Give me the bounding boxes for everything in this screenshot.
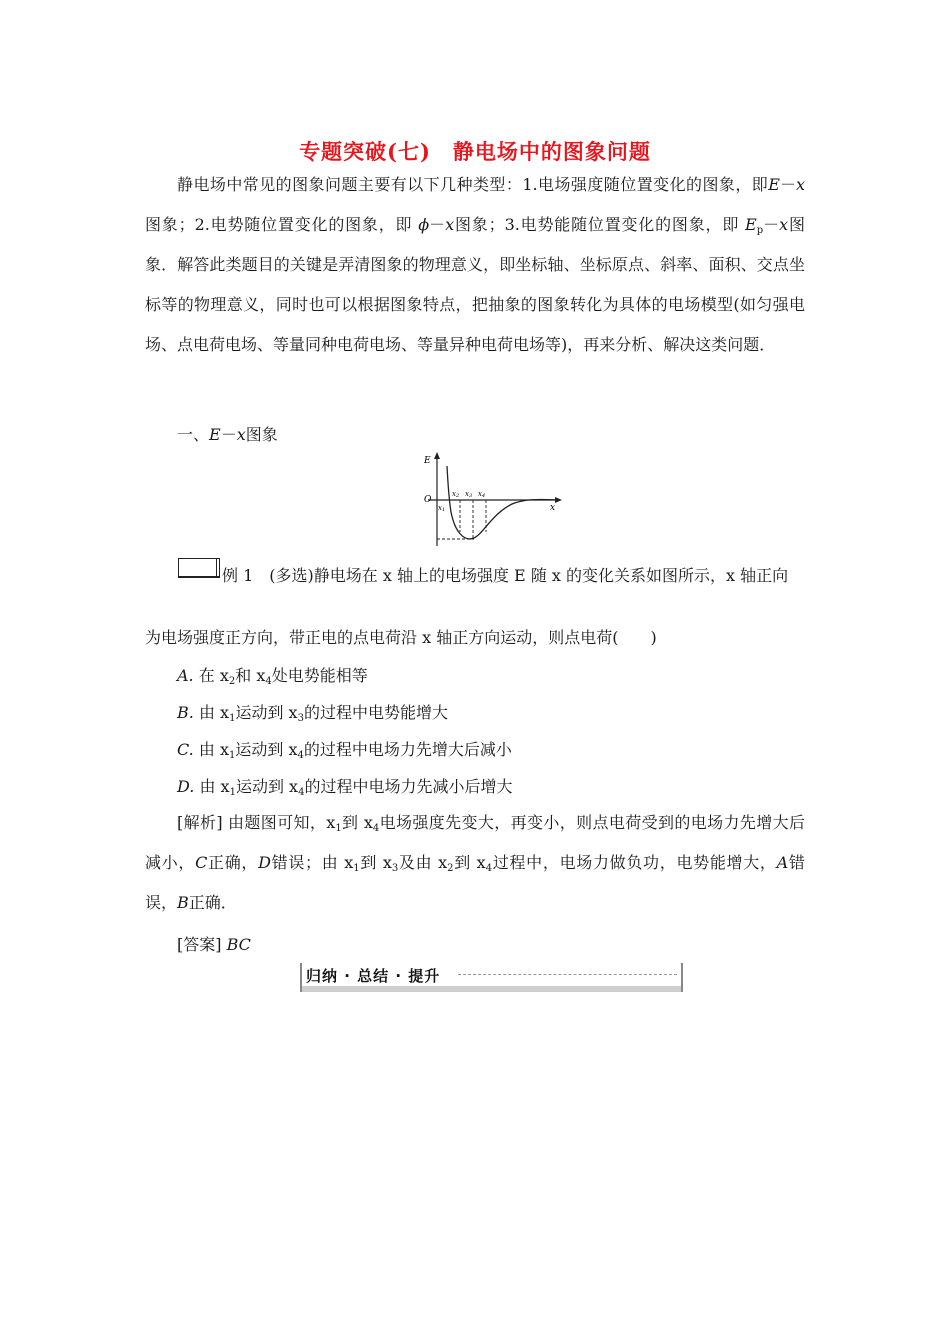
section-suffix: 图象 <box>245 425 278 444</box>
analysis-text: 正确． <box>188 893 237 912</box>
analysis-text: 到 x <box>359 853 392 872</box>
option-letter: D. <box>177 777 195 796</box>
tick-x2: x2 <box>452 490 460 499</box>
page-title: 专题突破(七) 静电场中的图象问题 <box>299 139 651 164</box>
option-a <box>177 663 368 686</box>
option-d <box>177 774 512 797</box>
intro-text: － <box>763 215 780 234</box>
subscript: 1 <box>228 750 236 761</box>
axis-label-e: E <box>424 456 431 466</box>
example-line-2: 为电场强度正方向，带正电的点电荷沿 x 轴正方向运动，则点电荷( ) <box>145 628 657 647</box>
axis-label-x: x <box>550 503 556 513</box>
subscript: 1 <box>229 713 236 724</box>
intro-text: － <box>779 175 796 194</box>
analysis-text: 及由 x <box>398 853 448 872</box>
symbol-ep-sub: p <box>756 225 764 236</box>
example-label: 例 1 <box>222 566 254 585</box>
subscript: 3 <box>391 863 399 874</box>
option-letter: B. <box>177 703 194 722</box>
choice-letter: D <box>258 853 271 872</box>
intro-text: 静电场中常见的图象问题主要有以下几种类型：1.电场强度随位置变化的图象，即 <box>177 175 769 194</box>
e-x-graph <box>420 450 570 550</box>
subscript: 4 <box>297 750 304 761</box>
choice-letter: B <box>177 893 189 912</box>
example-line-1 <box>222 563 788 586</box>
banner-dashed-line <box>458 974 677 975</box>
option-text: 的过程中电场力先增大后减小 <box>303 740 512 759</box>
analysis-text: 错误， <box>145 853 805 912</box>
section-dash: － <box>220 425 237 444</box>
answer-line <box>177 932 251 955</box>
symbol-x: x <box>445 215 455 234</box>
option-letter: C. <box>177 740 194 759</box>
option-letter: A. <box>177 666 194 685</box>
choice-letter: A <box>776 853 789 872</box>
analysis-text: 到 x <box>453 853 486 872</box>
answer-label: [答案] <box>177 935 227 954</box>
example-tag-icon <box>178 558 220 578</box>
option-text: 由 x <box>198 740 229 759</box>
banner-title: 归纳 · 总结 · 提升 <box>306 967 441 985</box>
tick-x4: x4 <box>478 490 486 499</box>
tick-x3: x3 <box>465 490 473 499</box>
symbol-e: E <box>768 175 780 194</box>
origin-label: O <box>424 495 432 505</box>
subscript: 1 <box>353 863 360 874</box>
symbol-x: x <box>779 215 789 234</box>
option-text: 和 x <box>235 666 266 685</box>
option-text: 由 x <box>199 777 230 796</box>
subscript: 4 <box>265 676 272 687</box>
option-c <box>177 737 512 760</box>
symbol-ep: E <box>745 215 757 234</box>
analysis-text: 正确， <box>207 853 259 872</box>
option-b <box>177 700 448 723</box>
option-text: 处电势能相等 <box>271 666 368 685</box>
intro-text: 图象；2.电势随位置变化的图象，即 <box>145 215 419 234</box>
analysis-paragraph <box>145 803 805 923</box>
section-prefix: 一、 <box>177 425 210 444</box>
analysis-text: 电场强度先变大，再变小，则点电荷受到的电场力先增大后减小， <box>145 813 805 872</box>
symbol-phi: ϕ <box>418 215 430 234</box>
analysis-text: [解析] 由题图可知，x <box>177 813 336 832</box>
e-axis-arrow <box>434 452 440 459</box>
analysis-text: 过程中，电场力做负功，电势能增大， <box>492 853 777 872</box>
subscript: 4 <box>298 787 305 798</box>
intro-paragraph <box>145 165 805 365</box>
banner-bar <box>302 986 681 992</box>
subscript: 2 <box>447 863 454 874</box>
summary-banner <box>300 963 683 992</box>
subscript: 3 <box>297 713 304 724</box>
example-text: (多选)静电场在 x 轴上的电场强度 E 随 x 的变化关系如图所示，x 轴正向 <box>253 566 789 585</box>
choice-letter: C <box>195 853 208 872</box>
option-text: 在 x <box>198 666 229 685</box>
intro-text: － <box>429 215 446 234</box>
subscript: 2 <box>228 676 236 687</box>
option-text: 运动到 x <box>235 777 299 796</box>
analysis-text: 到 x <box>341 813 373 832</box>
subscript: 4 <box>485 863 493 874</box>
option-text: 运动到 x <box>235 740 298 759</box>
subscript: 1 <box>229 787 236 798</box>
option-text: 的过程中电势能增大 <box>303 703 448 722</box>
analysis-text: 错误；由 x <box>270 853 354 872</box>
tick-x1: x1 <box>438 504 446 513</box>
symbol-e: E <box>209 425 221 444</box>
subscript: 4 <box>372 823 380 834</box>
symbol-x: x <box>795 175 805 194</box>
subscript: 1 <box>335 823 342 834</box>
section-heading <box>177 422 278 445</box>
option-text: 的过程中电场力先减小后增大 <box>304 777 513 796</box>
curve <box>447 466 557 539</box>
intro-text: 图象．解答此类题目的关键是弄清图象的物理意义，即坐标轴、坐标原点、斜率、面积、交点坐标等的物理意义，同时也可以根据图象特点，把抽象的图象转化为具体的电场模型(如匀强电场、点电荷电场、等量同种电荷电场、等量异种电荷电场等)，再来分析、解决这类问题． <box>145 215 805 354</box>
answer-value: BC <box>226 935 251 954</box>
intro-text: 图象；3.电势能随位置变化的图象，即 <box>454 215 746 234</box>
symbol-x: x <box>236 425 246 444</box>
option-text: 由 x <box>198 703 230 722</box>
option-text: 运动到 x <box>235 703 298 722</box>
